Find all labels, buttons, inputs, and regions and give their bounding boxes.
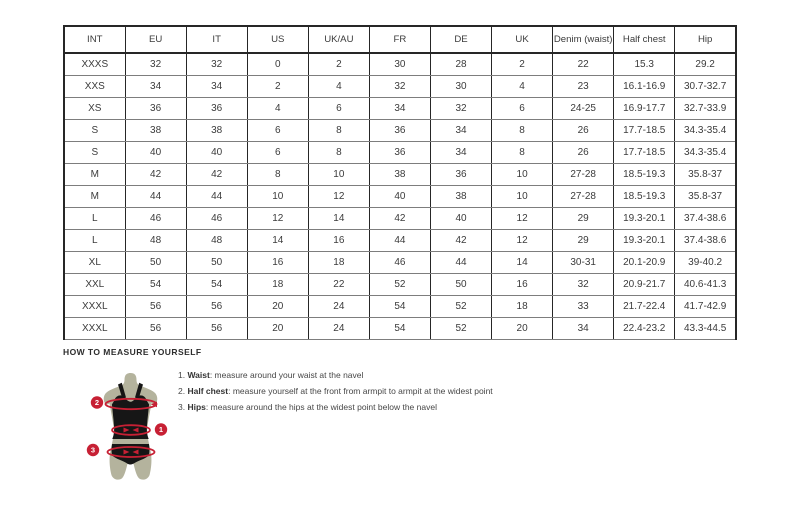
- table-cell: 54: [125, 274, 186, 296]
- table-cell: XXXS: [64, 53, 125, 76]
- table-cell: 24: [308, 296, 369, 318]
- table-cell: 27-28: [553, 186, 614, 208]
- table-cell: 8: [308, 142, 369, 164]
- step-number: 2.: [178, 386, 186, 396]
- table-cell: XL: [64, 252, 125, 274]
- table-cell: 52: [369, 274, 430, 296]
- step-text: : measure around your waist at the navel: [209, 370, 364, 380]
- column-header: IT: [186, 26, 247, 53]
- size-chart-table: [63, 25, 737, 340]
- table-cell: 35.8-37: [675, 186, 736, 208]
- table-cell: 50: [186, 252, 247, 274]
- table-cell: 52: [430, 296, 491, 318]
- table-cell: 30.7-32.7: [675, 76, 736, 98]
- table-cell: 56: [125, 318, 186, 340]
- table-cell: 14: [308, 208, 369, 230]
- table-cell: 52: [430, 318, 491, 340]
- column-header: US: [247, 26, 308, 53]
- table-cell: 6: [492, 98, 553, 120]
- table-cell: 22: [553, 53, 614, 76]
- waist-marker-number: 1: [158, 425, 164, 435]
- table-cell: M: [64, 186, 125, 208]
- table-cell: XXL: [64, 274, 125, 296]
- table-cell: 26: [553, 120, 614, 142]
- table-row: [64, 164, 736, 186]
- table-cell: 10: [308, 164, 369, 186]
- table-cell: 38: [125, 120, 186, 142]
- table-cell: 14: [492, 252, 553, 274]
- table-head: [64, 26, 736, 53]
- table-cell: M: [64, 164, 125, 186]
- step-text: : measure around the hips at the widest point below the navel: [205, 402, 437, 412]
- table-cell: 36: [125, 98, 186, 120]
- table-cell: 42: [369, 208, 430, 230]
- table-cell: 34: [125, 76, 186, 98]
- table-cell: 19.3-20.1: [614, 208, 675, 230]
- table-cell: 12: [308, 186, 369, 208]
- table-cell: 38: [186, 120, 247, 142]
- table-cell: 6: [247, 142, 308, 164]
- table-cell: 32.7-33.9: [675, 98, 736, 120]
- table-cell: 20.1-20.9: [614, 252, 675, 274]
- table-cell: 23: [553, 76, 614, 98]
- table-cell: 32: [430, 98, 491, 120]
- table-cell: 10: [247, 186, 308, 208]
- table-cell: 44: [369, 230, 430, 252]
- table-cell: 34: [553, 318, 614, 340]
- table-cell: 48: [186, 230, 247, 252]
- table-cell: 46: [125, 208, 186, 230]
- table-cell: 40.6-41.3: [675, 274, 736, 296]
- half-chest-marker-number: 2: [94, 398, 100, 408]
- table-cell: 29: [553, 208, 614, 230]
- table-cell: 34: [186, 76, 247, 98]
- table-cell: XXS: [64, 76, 125, 98]
- table-cell: 34: [430, 142, 491, 164]
- table-row: [64, 230, 736, 252]
- hips-marker-number: 3: [90, 445, 96, 455]
- table-cell: S: [64, 142, 125, 164]
- step-term: Waist: [187, 370, 210, 380]
- table-cell: 36: [369, 142, 430, 164]
- table-cell: 36: [186, 98, 247, 120]
- table-cell: 8: [492, 120, 553, 142]
- column-header: UK/AU: [308, 26, 369, 53]
- table-cell: 2: [308, 53, 369, 76]
- table-cell: 4: [247, 98, 308, 120]
- table-row: [64, 318, 736, 340]
- table-cell: 14: [247, 230, 308, 252]
- step-number: 3.: [178, 402, 186, 412]
- column-header: FR: [369, 26, 430, 53]
- step-term: Hips: [187, 402, 206, 412]
- table-cell: 16.9-17.7: [614, 98, 675, 120]
- table-cell: 24-25: [553, 98, 614, 120]
- table-body: [64, 53, 736, 340]
- table-row: [64, 120, 736, 142]
- table-cell: 28: [430, 53, 491, 76]
- table-cell: 4: [308, 76, 369, 98]
- table-cell: 36: [430, 164, 491, 186]
- table-cell: 12: [492, 208, 553, 230]
- table-cell: 2: [492, 53, 553, 76]
- table-cell: 18: [247, 274, 308, 296]
- table-cell: 18: [492, 296, 553, 318]
- table-cell: 26: [553, 142, 614, 164]
- table-cell: 16: [247, 252, 308, 274]
- table-row: [64, 142, 736, 164]
- table-cell: 42: [186, 164, 247, 186]
- table-cell: L: [64, 208, 125, 230]
- table-cell: 29.2: [675, 53, 736, 76]
- step-term: Half chest: [187, 386, 229, 396]
- table-cell: 20: [247, 318, 308, 340]
- table-cell: 8: [247, 164, 308, 186]
- table-cell: 37.4-38.6: [675, 230, 736, 252]
- table-row: [64, 76, 736, 98]
- table-cell: 17.7-18.5: [614, 142, 675, 164]
- table-cell: 40: [125, 142, 186, 164]
- measurement-figure: [78, 366, 178, 506]
- measure-step: [178, 402, 493, 412]
- table-row: [64, 252, 736, 274]
- table-cell: 54: [369, 318, 430, 340]
- table-cell: 35.8-37: [675, 164, 736, 186]
- measure-step: [178, 386, 493, 396]
- table-cell: 32: [186, 53, 247, 76]
- table-cell: 43.3-44.5: [675, 318, 736, 340]
- table-cell: S: [64, 120, 125, 142]
- table-cell: 46: [369, 252, 430, 274]
- table-cell: XS: [64, 98, 125, 120]
- table-cell: 50: [125, 252, 186, 274]
- table-cell: 8: [492, 142, 553, 164]
- step-text: : measure yourself at the front from armpit to armpit at the widest point: [228, 386, 493, 396]
- table-row: [64, 98, 736, 120]
- table-cell: 22.4-23.2: [614, 318, 675, 340]
- table-cell: 32: [125, 53, 186, 76]
- table-cell: 50: [430, 274, 491, 296]
- table-cell: 34.3-35.4: [675, 142, 736, 164]
- column-header: DE: [430, 26, 491, 53]
- table-cell: 32: [369, 76, 430, 98]
- table-cell: 20: [492, 318, 553, 340]
- table-cell: 33: [553, 296, 614, 318]
- table-cell: 30-31: [553, 252, 614, 274]
- table-row: [64, 186, 736, 208]
- table-cell: 19.3-20.1: [614, 230, 675, 252]
- table-row: [64, 274, 736, 296]
- table-cell: 10: [492, 186, 553, 208]
- column-header: UK: [492, 26, 553, 53]
- table-cell: 56: [186, 318, 247, 340]
- column-header: Denim (waist): [553, 26, 614, 53]
- table-cell: 16: [492, 274, 553, 296]
- table-row: [64, 296, 736, 318]
- table-cell: 48: [125, 230, 186, 252]
- table-cell: 42: [125, 164, 186, 186]
- table-cell: 27-28: [553, 164, 614, 186]
- table-cell: 12: [492, 230, 553, 252]
- measure-steps: [178, 370, 493, 418]
- table-cell: 16.1-16.9: [614, 76, 675, 98]
- table-cell: 0: [247, 53, 308, 76]
- table-cell: 39-40.2: [675, 252, 736, 274]
- table-cell: 18.5-19.3: [614, 164, 675, 186]
- table-cell: 18.5-19.3: [614, 186, 675, 208]
- table-cell: 24: [308, 318, 369, 340]
- table-cell: 29: [553, 230, 614, 252]
- table-row: [64, 53, 736, 76]
- table-cell: 34.3-35.4: [675, 120, 736, 142]
- table-cell: 42: [430, 230, 491, 252]
- table-cell: 56: [125, 296, 186, 318]
- step-number: 1.: [178, 370, 186, 380]
- table-cell: 34: [430, 120, 491, 142]
- table-cell: 56: [186, 296, 247, 318]
- table-header-row: [64, 26, 736, 53]
- table-cell: 44: [186, 186, 247, 208]
- table-cell: 38: [430, 186, 491, 208]
- column-header: Hip: [675, 26, 736, 53]
- table-cell: 21.7-22.4: [614, 296, 675, 318]
- table-row: [64, 208, 736, 230]
- table-cell: 12: [247, 208, 308, 230]
- table-cell: 38: [369, 164, 430, 186]
- table-cell: 8: [308, 120, 369, 142]
- table-cell: 16: [308, 230, 369, 252]
- table-cell: 40: [369, 186, 430, 208]
- table-cell: 15.3: [614, 53, 675, 76]
- table-cell: 6: [247, 120, 308, 142]
- table-cell: 18: [308, 252, 369, 274]
- table-cell: 54: [369, 296, 430, 318]
- table-cell: 10: [492, 164, 553, 186]
- table-cell: 2: [247, 76, 308, 98]
- column-header: EU: [125, 26, 186, 53]
- measure-guide-heading: HOW TO MEASURE YOURSELF: [63, 347, 202, 357]
- table-cell: 32: [553, 274, 614, 296]
- measure-step: [178, 370, 493, 380]
- table-cell: XXXL: [64, 318, 125, 340]
- table-cell: 20.9-21.7: [614, 274, 675, 296]
- table-cell: 30: [430, 76, 491, 98]
- table-cell: 4: [492, 76, 553, 98]
- table-cell: 40: [186, 142, 247, 164]
- table-cell: 30: [369, 53, 430, 76]
- table-cell: 34: [369, 98, 430, 120]
- column-header: INT: [64, 26, 125, 53]
- table-cell: 54: [186, 274, 247, 296]
- table-cell: 41.7-42.9: [675, 296, 736, 318]
- table-cell: 44: [430, 252, 491, 274]
- table-cell: 40: [430, 208, 491, 230]
- column-header: Half chest: [614, 26, 675, 53]
- table-cell: L: [64, 230, 125, 252]
- table-cell: 36: [369, 120, 430, 142]
- table-cell: XXXL: [64, 296, 125, 318]
- table-cell: 6: [308, 98, 369, 120]
- table-cell: 37.4-38.6: [675, 208, 736, 230]
- table-cell: 22: [308, 274, 369, 296]
- table-cell: 46: [186, 208, 247, 230]
- table-cell: 17.7-18.5: [614, 120, 675, 142]
- table-cell: 44: [125, 186, 186, 208]
- table-cell: 20: [247, 296, 308, 318]
